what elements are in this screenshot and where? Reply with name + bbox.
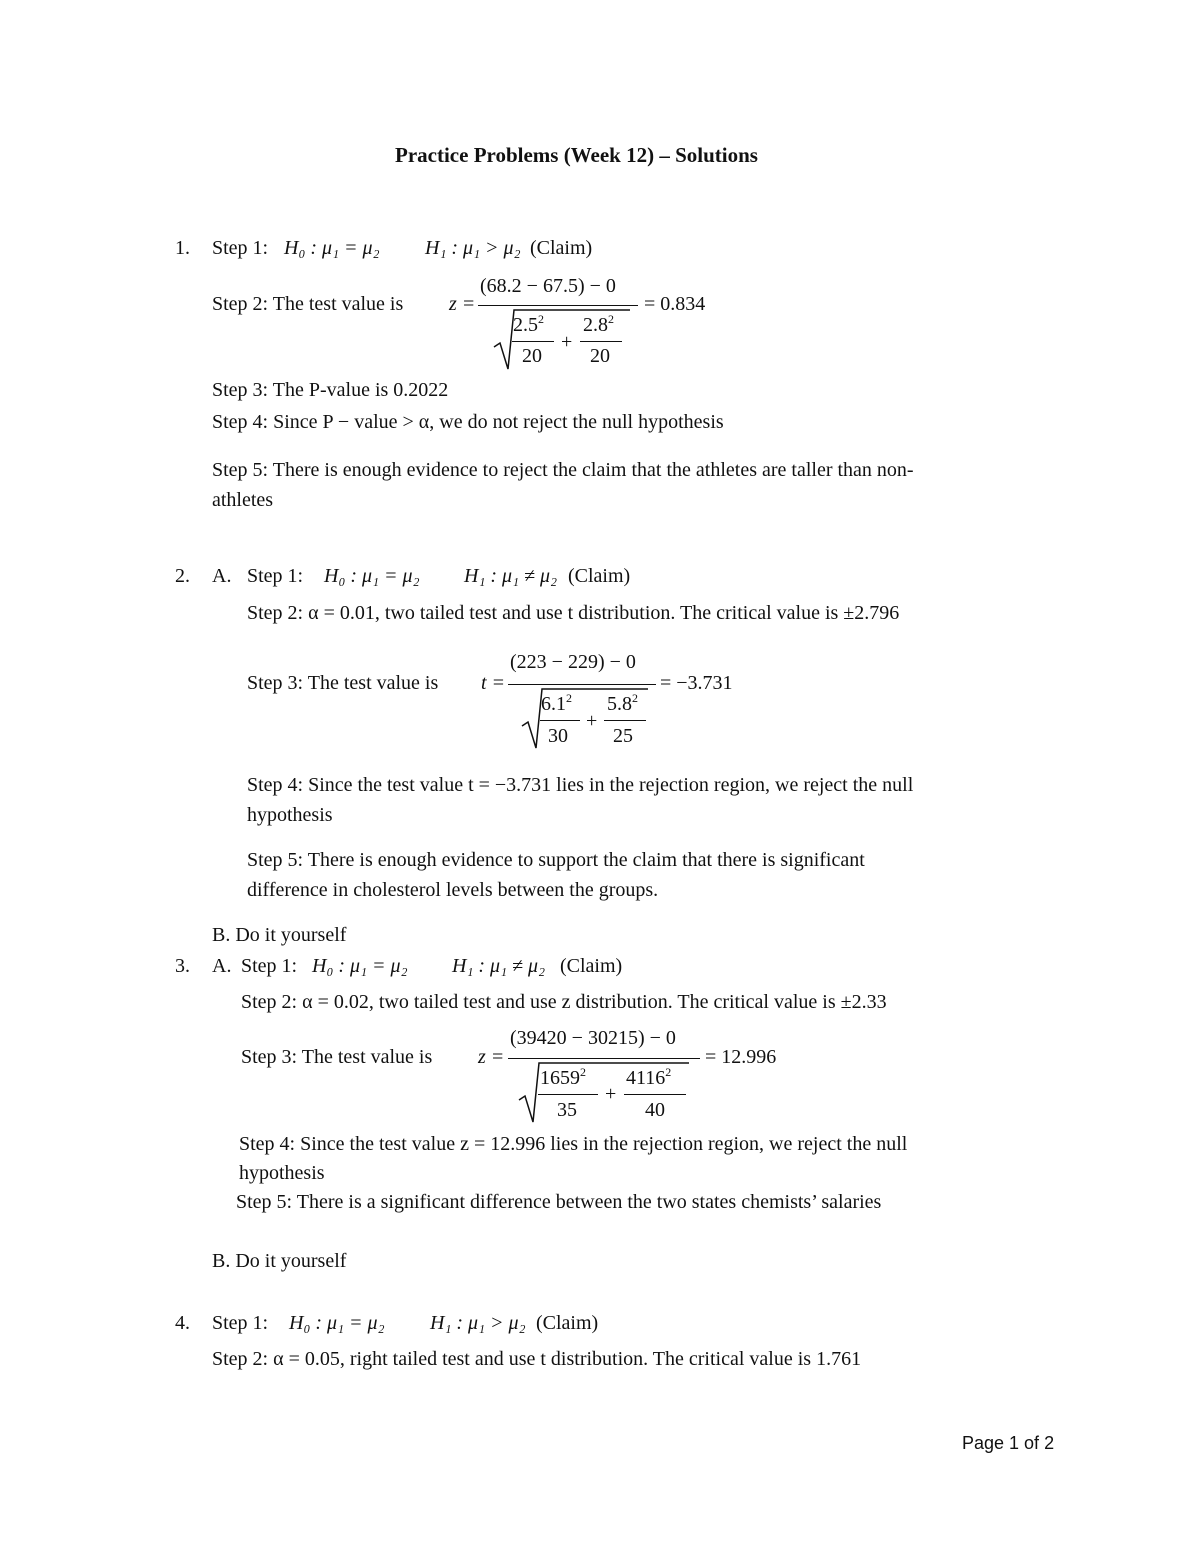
p3-denom1-bar	[538, 1094, 598, 1095]
p3-denom1-numerator: 1659$^2$	[540, 1065, 586, 1089]
p3-fraction-bar	[508, 1058, 700, 1059]
p1-denom1-bar	[512, 341, 554, 342]
p2-step4-line2: hypothesis	[247, 804, 333, 826]
p3-result: = 12.996	[705, 1046, 777, 1068]
p3-plus: +	[605, 1083, 617, 1105]
p3-step2: Step 2: α = 0.02, two tailed test and use z distribution. The critical value is ±2.33	[241, 991, 887, 1013]
p1-step3: Step 3: The P-value is 0.2022	[212, 379, 449, 401]
p4-step2: Step 2: α = 0.05, right tailed test and use t distribution. The critical value is 1.761	[212, 1348, 862, 1370]
p2-numerator: (223 − 229) − 0	[510, 651, 636, 673]
p3-numerator: (39420 − 30215) − 0	[510, 1027, 676, 1049]
p2-part-a: A.	[212, 565, 232, 587]
p3-alt-hypothesis: H₁ : μ₁ ≠ μ₂	[452, 955, 546, 977]
p2-denom1-numerator: $6.1^2$	[541, 691, 572, 715]
p1-plus: +	[561, 331, 573, 353]
p2-claim: (Claim)	[568, 565, 631, 587]
p2-plus: +	[586, 710, 598, 732]
problem-2-number: 2.	[175, 565, 190, 587]
p2-denom1-denominator: 30	[548, 725, 568, 747]
p1-step1-label: Step 1:	[212, 237, 269, 259]
p3-null-hypothesis: H₀ : μ₁ = μ₂	[312, 955, 408, 977]
p3-denom2-numerator: 4116$^2$	[626, 1065, 672, 1089]
p3-claim: (Claim)	[560, 955, 623, 977]
p3-part-b: B. Do it yourself	[212, 1250, 347, 1272]
p2-fraction-bar	[508, 684, 656, 685]
p4-alt-hypothesis: H₁ : μ₁ > μ₂	[430, 1312, 526, 1334]
p1-claim: (Claim)	[530, 237, 593, 259]
p3-denom2-denominator: 40	[645, 1099, 665, 1121]
p3-step4-line1: Step 4: Since the test value z = 12.996 lies in the rejection region, we reject the null	[239, 1133, 908, 1155]
problem-4-number: 4.	[175, 1312, 190, 1334]
p2-step5-line2: difference in cholesterol levels between the groups.	[247, 879, 659, 901]
p3-step5: Step 5: There is a significant difference between the two states chemists’ salaries	[236, 1191, 882, 1213]
p2-denom2-numerator: $5.8^2$	[607, 691, 638, 715]
p2-step1-label: Step 1:	[247, 565, 304, 587]
p1-denom1-denominator: 20	[522, 345, 542, 367]
problem-3-number: 3.	[175, 955, 190, 977]
p3-step3-label: Step 3: The test value is	[241, 1046, 433, 1068]
p1-numerator: (68.2 − 67.5) − 0	[480, 275, 616, 297]
p2-step5-line1: Step 5: There is enough evidence to support the claim that there is significant	[247, 849, 865, 871]
p2-step4-line1: Step 4: Since the test value t = −3.731 lies in the rejection region, we reject the null	[247, 774, 914, 796]
p1-null-hypothesis: H₀ : μ₁ = μ₂	[284, 237, 380, 259]
p4-null-hypothesis: H₀ : μ₁ = μ₂	[289, 1312, 385, 1334]
problem-1-number: 1.	[175, 237, 190, 259]
p2-result: = −3.731	[660, 672, 733, 694]
p2-alt-hypothesis: H₁ : μ₁ ≠ μ₂	[464, 565, 558, 587]
p1-result: = 0.834	[644, 293, 706, 315]
p1-z-var: z =	[449, 293, 476, 315]
p3-z-var: z =	[478, 1046, 505, 1068]
p1-denom2-bar	[580, 341, 622, 342]
p1-denom2-denominator: 20	[590, 345, 610, 367]
p2-part-b: B. Do it yourself	[212, 924, 347, 946]
page-number: Page 1 of 2	[962, 1433, 1055, 1453]
p3-step1-label: Step 1:	[241, 955, 298, 977]
p1-step5-line2: athletes	[212, 489, 274, 511]
p4-step1-label: Step 1:	[212, 1312, 269, 1334]
p2-null-hypothesis: H₀ : μ₁ = μ₂	[324, 565, 420, 587]
p2-step2: Step 2: α = 0.01, two tailed test and use t distribution. The critical value is ±2.796	[247, 602, 900, 624]
p3-part-a: A.	[212, 955, 232, 977]
p2-denom1-bar	[540, 720, 580, 721]
p1-denom2-numerator: $2.8^2$	[583, 312, 614, 336]
p1-alt-hypothesis: H₁ : μ₁ > μ₂	[425, 237, 521, 259]
p2-step3-label: Step 3: The test value is	[247, 672, 439, 694]
p1-fraction-bar	[478, 305, 638, 306]
p2-denom2-bar	[604, 720, 646, 721]
p1-step2-label: Step 2: The test value is	[212, 293, 404, 315]
p3-denom2-bar	[624, 1094, 686, 1095]
p3-denom1-denominator: 35	[557, 1099, 577, 1121]
p2-denom2-denominator: 25	[613, 725, 633, 747]
p1-denom1-numerator: $2.5^2$	[513, 312, 544, 336]
page-title: Practice Problems (Week 12) – Solutions	[395, 143, 758, 167]
p1-step4: Step 4: Since P − value > α, we do not reject the null hypothesis	[212, 411, 724, 433]
p4-claim: (Claim)	[536, 1312, 599, 1334]
p1-step5-line1: Step 5: There is enough evidence to reject the claim that the athletes are taller than non-	[212, 459, 914, 481]
p2-t-var: t =	[481, 672, 506, 694]
p3-step4-line2: hypothesis	[239, 1162, 325, 1184]
